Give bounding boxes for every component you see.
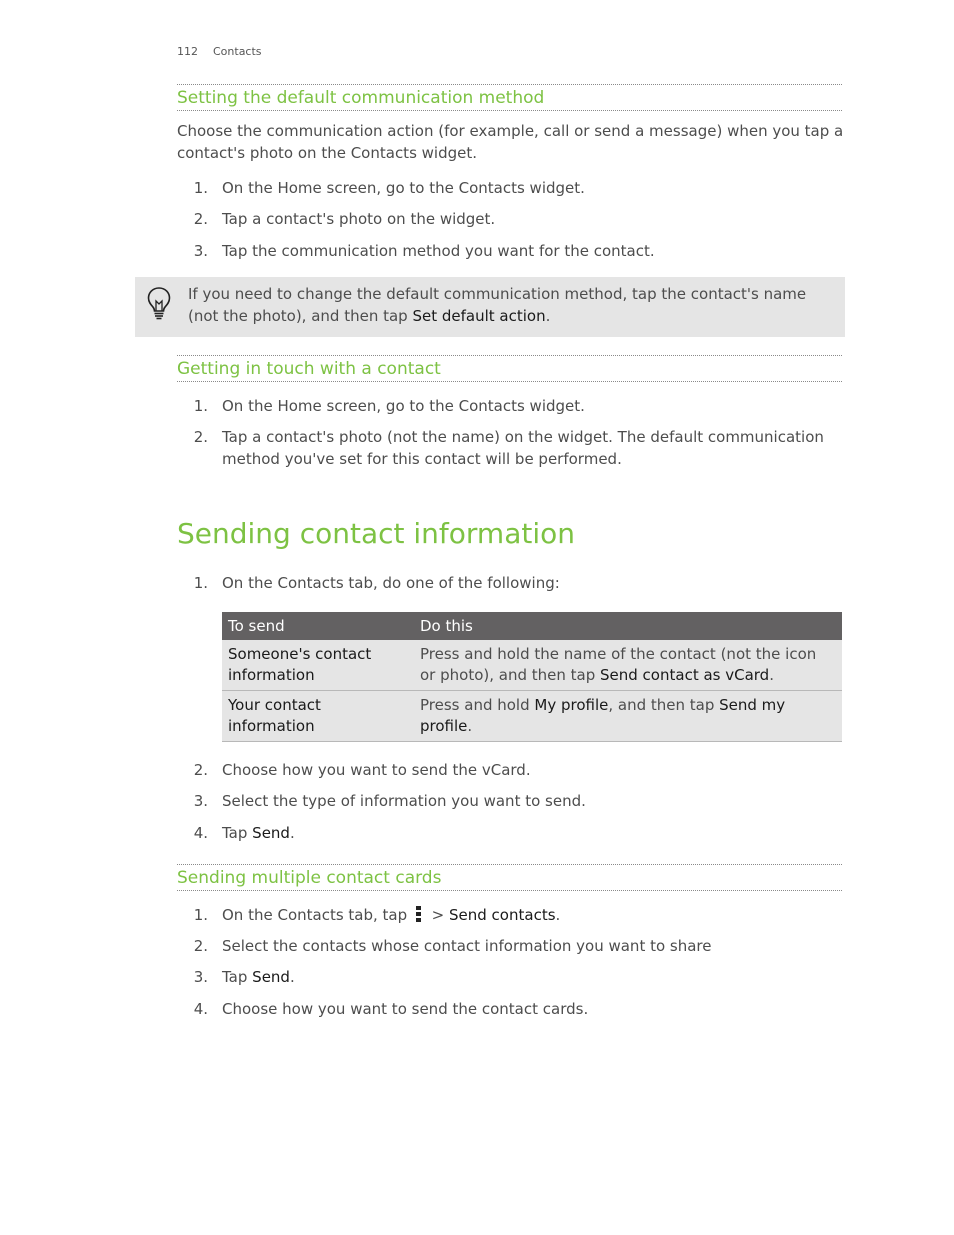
section-heading: Sending multiple contact cards	[177, 868, 442, 888]
list-item-text: On the Home screen, go to the Contacts widget.	[222, 179, 585, 197]
column-header: Do this	[414, 612, 842, 640]
ui-term: Send contact as vCard	[600, 666, 770, 684]
ui-term: Set default action	[412, 307, 546, 325]
list-item-text: Tap Send.	[222, 824, 295, 842]
ui-term: My profile	[534, 696, 609, 714]
list-item-text: On the Contacts tab, tap > Send contacts.	[222, 906, 561, 924]
list-item-text: Select the contacts whose contact information you want to share	[222, 937, 712, 955]
table-cell: Your contact information	[222, 691, 414, 742]
section-heading: Getting in touch with a contact	[177, 359, 441, 379]
paragraph: Choose the communication action (for example, call or send a message) when you tap a contact's photo on the Contacts widget.	[177, 122, 844, 162]
list-item-text: Choose how you want to send the contact cards.	[222, 1000, 589, 1018]
list-item-text: Tap Send.	[222, 968, 295, 986]
list-item-text: On the Home screen, go to the Contacts widget.	[222, 397, 585, 415]
list-item-text: Tap a contact's photo (not the name) on the widget. The default communication method you've set for this contact will be performed.	[222, 428, 824, 468]
list-item-text: Tap the communication method you want for the contact.	[222, 242, 655, 260]
table-cell: Press and hold the name of the contact (not the icon or photo), and then tap Send contact as vCard.	[414, 640, 842, 691]
lightbulb-icon	[146, 286, 172, 320]
section-heading: Setting the default communication method	[177, 88, 545, 108]
instructions-table	[222, 612, 842, 742]
table-header-row	[222, 612, 842, 640]
ui-term: Send contacts	[449, 906, 556, 924]
table-cell: Press and hold My profile, and then tap Send my profile.	[414, 691, 842, 742]
overflow-menu-icon	[416, 906, 421, 923]
list-item-text: Select the type of information you want to send.	[222, 792, 586, 810]
list-item-text: Choose how you want to send the vCard.	[222, 761, 531, 779]
page-number: 112	[177, 45, 198, 58]
page-title: Sending contact information	[177, 517, 576, 550]
running-header: Contacts	[213, 45, 262, 58]
list-item-text: Tap a contact's photo on the widget.	[222, 210, 496, 228]
ui-term: Send	[252, 968, 290, 986]
divider	[177, 381, 842, 382]
table-cell: Someone's contact information	[222, 640, 414, 691]
divider	[177, 890, 842, 891]
table-row	[222, 691, 842, 742]
column-header: To send	[222, 612, 414, 640]
ui-term: Send my profile	[420, 696, 786, 735]
divider	[177, 355, 842, 356]
ui-term: Send	[252, 824, 290, 842]
tip-text: If you need to change the default communication method, tap the contact's name (not the photo), and then tap Set default action.	[188, 285, 807, 325]
divider	[177, 864, 842, 865]
divider	[177, 110, 842, 111]
table-row	[222, 640, 842, 691]
divider	[177, 84, 842, 85]
tip-box	[135, 277, 845, 337]
list-item-text: On the Contacts tab, do one of the following:	[222, 574, 560, 592]
